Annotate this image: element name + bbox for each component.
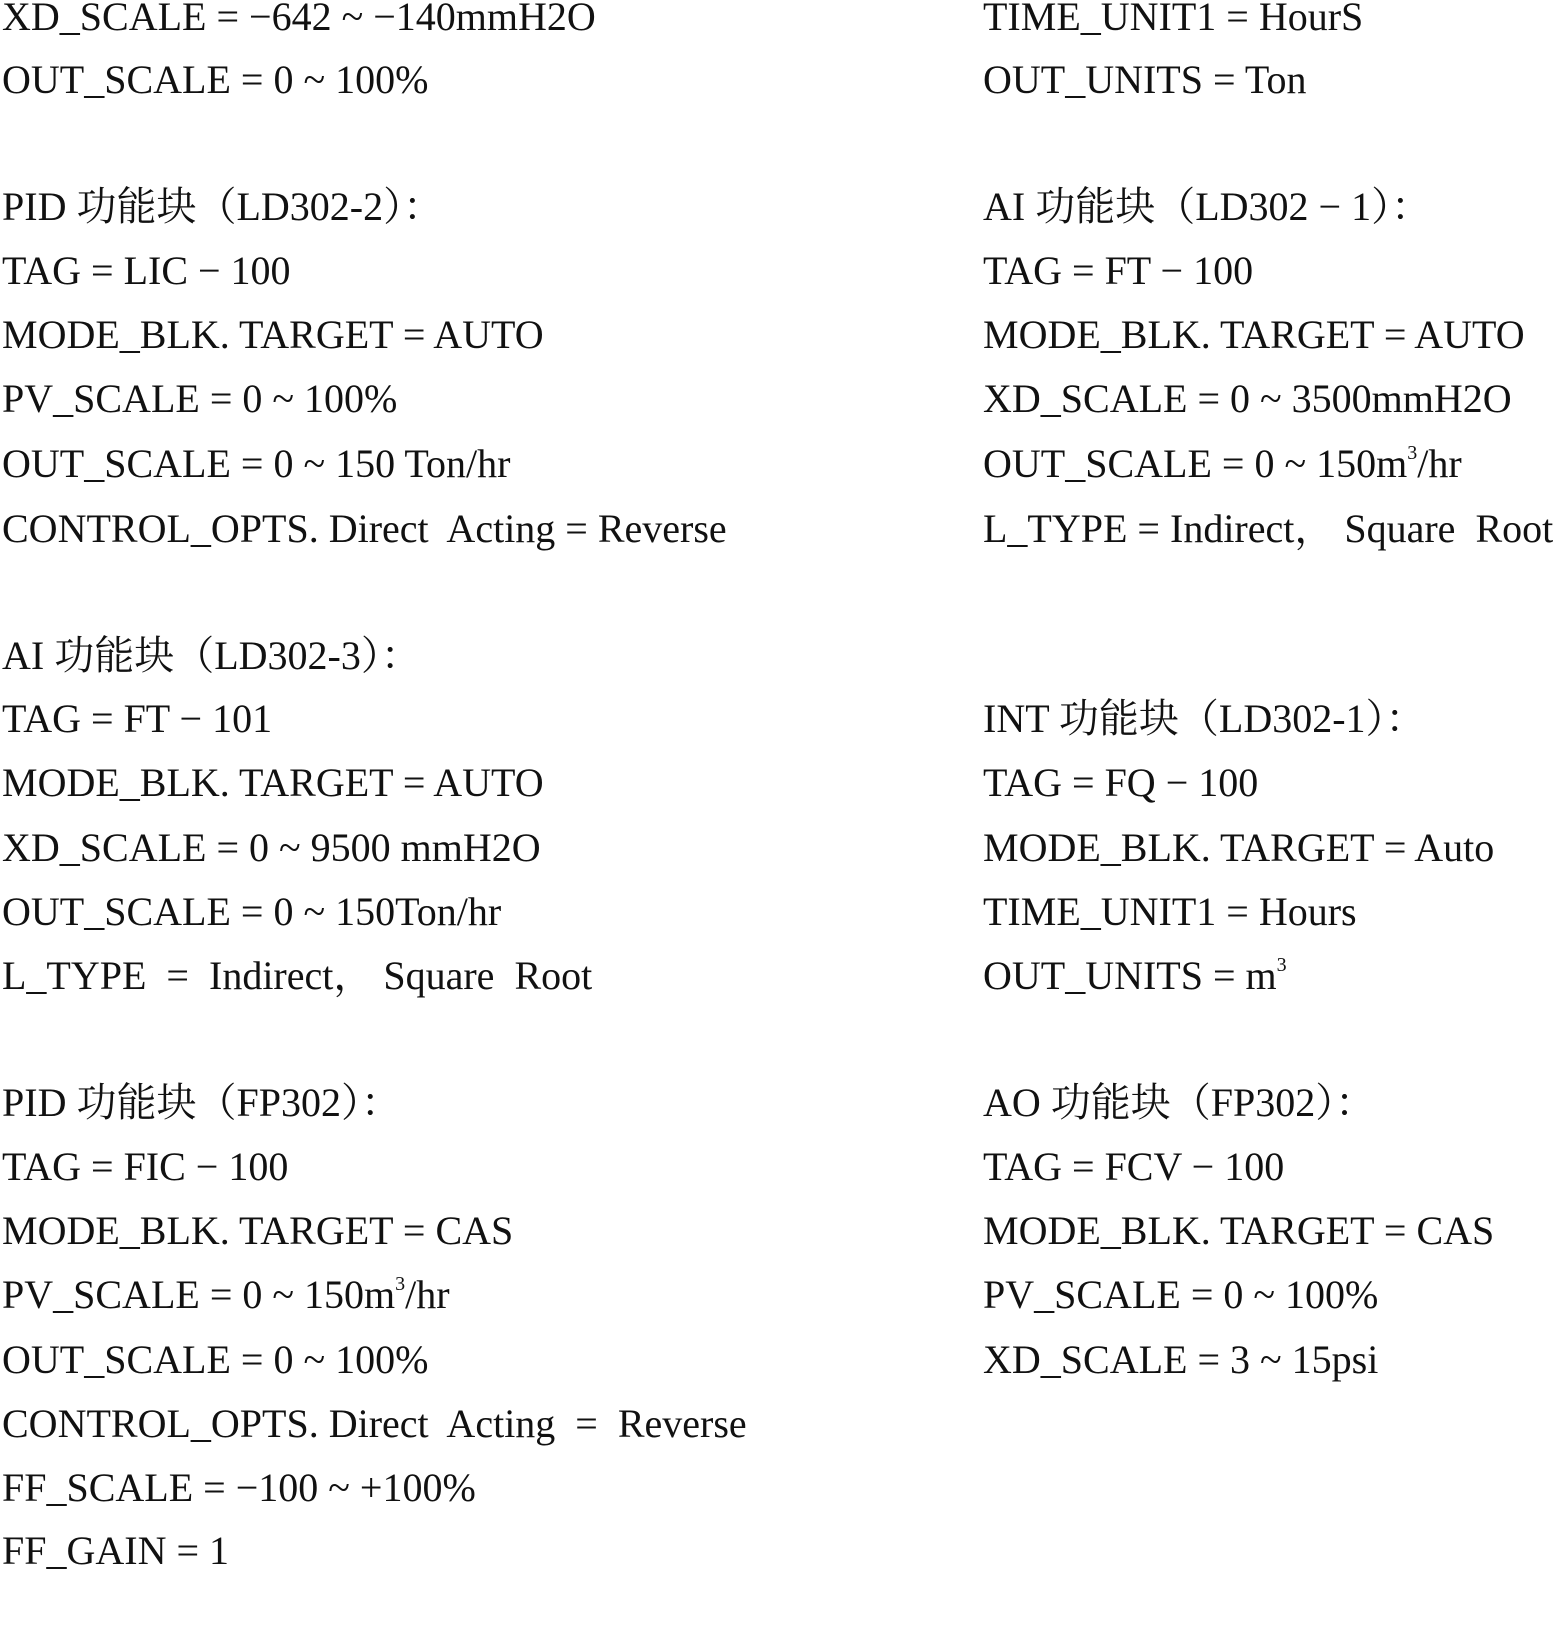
left-line: XD_SCALE = 0 ~ 9500 mmH2O <box>2 825 541 870</box>
cubic-exponent: 3 <box>1407 442 1418 464</box>
pid-ld302-2-heading: PID 功能块（LD302-2）： <box>2 184 444 229</box>
right-line: MODE_BLK. TARGET = Auto <box>983 825 1495 870</box>
right-line: TAG = FCV − 100 <box>983 1144 1285 1189</box>
left-line: MODE_BLK. TARGET = AUTO <box>2 312 544 357</box>
cubic-exponent: 3 <box>395 1273 406 1295</box>
right-line-superscript: OUT_SCALE = 0 ~ $150m^3/hr$ <box>983 441 1462 486</box>
right-line: TAG = FT − 100 <box>983 248 1254 293</box>
left-line: FF_GAIN = 1 <box>2 1528 230 1573</box>
ai-ld302-3-heading: AI 功能块（LD302-3）： <box>2 633 421 678</box>
right-line: TAG = FQ − 100 <box>983 760 1259 805</box>
right-line-superscript: OUT_UNITS = $m^3$ <box>983 953 1287 998</box>
left-line: TAG = LIC − 100 <box>2 248 291 293</box>
left-line: OUT_SCALE = 0 ~ 150 Ton/hr <box>2 441 511 486</box>
left-line: PV_SCALE = 0 ~ 100% <box>2 376 398 421</box>
right-line: XD_SCALE = 3 ~ 15psi <box>983 1337 1379 1382</box>
left-line: OUT_SCALE = 0 ~ 100% <box>2 1337 429 1382</box>
right-line: TIME_UNIT1 = Hours <box>983 889 1357 934</box>
left-line: TAG = FIC − 100 <box>2 1144 289 1189</box>
right-line: OUT_UNITS = Ton <box>983 57 1307 102</box>
left-line-superscript: PV_SCALE = 0 ~ $150m^3/hr$ <box>2 1272 450 1317</box>
left-line: MODE_BLK. TARGET = AUTO <box>2 760 544 805</box>
right-line: MODE_BLK. TARGET = AUTO <box>983 312 1525 357</box>
left-line: FF_SCALE = −100 ~ +100% <box>2 1465 476 1510</box>
ao-fp302-heading: AO 功能块（FP302）： <box>983 1080 1376 1125</box>
left-line: XD_SCALE = −642 ~ −140mmH2O <box>2 0 596 39</box>
left-line: OUT_SCALE = 0 ~ 150Ton/hr <box>2 889 502 934</box>
int-ld302-1-heading: INT 功能块（LD302-1）： <box>983 696 1426 741</box>
left-line: CONTROL_OPTS. Direct Acting = Reverse <box>2 506 727 551</box>
left-line: L_TYPE = Indirect， Square Root <box>2 953 593 998</box>
right-line: PV_SCALE = 0 ~ 100% <box>983 1272 1379 1317</box>
right-line: XD_SCALE = 0 ~ 3500mmH2O <box>983 376 1512 421</box>
cubic-exponent: 3 <box>1276 954 1287 976</box>
right-line: MODE_BLK. TARGET = CAS <box>983 1208 1495 1253</box>
left-line: OUT_SCALE = 0 ~ 100% <box>2 57 429 102</box>
left-line: CONTROL_OPTS. Direct Acting = Reverse <box>2 1401 747 1446</box>
ai-ld302-1-heading: AI 功能块（LD302 − 1）： <box>983 184 1432 229</box>
right-line: L_TYPE = Indirect， Square Root <box>983 506 1554 551</box>
left-line: TAG = FT − 101 <box>2 696 273 741</box>
left-line: MODE_BLK. TARGET = CAS <box>2 1208 514 1253</box>
right-line: TIME_UNIT1 = HourS <box>983 0 1364 39</box>
pid-fp302-heading: PID 功能块（FP302）： <box>2 1080 401 1125</box>
